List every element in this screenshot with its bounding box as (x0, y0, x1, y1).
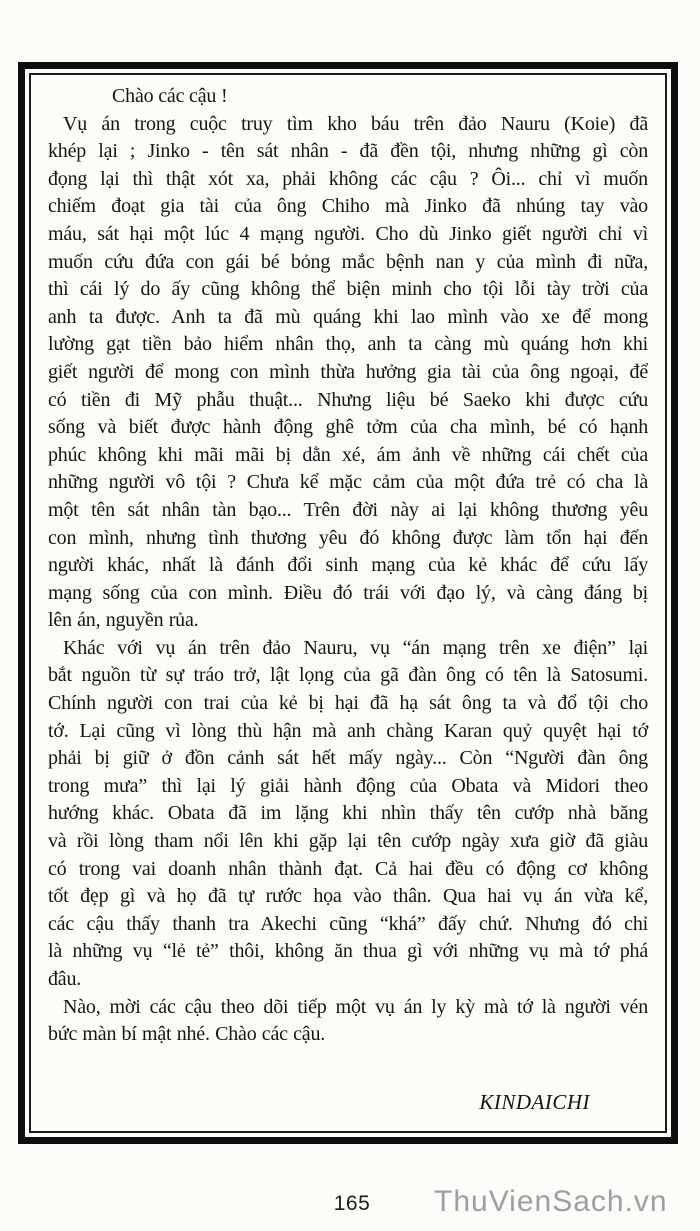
text-line: đọng lại thì thật xót xa, phải không các cậu ? Ôi... chỉ vì muốn (48, 167, 648, 190)
page-number: 165 (333, 1192, 371, 1215)
text-line: mạng sống của con mình. Điều đó trái với đạo lý, và càng đáng bị (48, 581, 648, 604)
text-line: những người vô tội ? Chưa kể mặc cảm của một đứa trẻ có cha là (48, 471, 648, 494)
text-line: lên án, nguyền rủa. (48, 609, 199, 632)
text-line: Nào, mời các cậu theo dõi tiếp một vụ án ly kỳ mà tớ là người vén (63, 995, 648, 1018)
text-line: con mình, nhưng tình thương yêu đó không được làm tổn hại đến (48, 526, 648, 549)
letter-greeting: Chào các cậu ! (112, 85, 228, 107)
watermark-thuviensach: ThuVienSach.vn (434, 1185, 668, 1218)
text-line: khép lại ; Jinko - tên sát nhân - đã đền tội, nhưng những gì còn (48, 140, 648, 163)
text-line: bức màn bí mật nhé. Chào các cậu. (48, 1023, 326, 1046)
signature-kindaichi: KINDAICHI (479, 1089, 590, 1114)
text-line: thì cái lý do ấy cũng không thể biện minh cho tội lỗi tày trời của (48, 278, 648, 301)
text-line: chiếm đoạt gia tài của ông Chiho mà Jinko đã nhúng tay vào (48, 195, 648, 218)
text-line: có trong vai doanh nhân thành đạt. Cả hai đều có động cơ không (48, 857, 648, 880)
letter-paragraphs (48, 111, 648, 1049)
text-line: muốn cứu đứa con gái bé bỏng mắc bệnh nan y của mình đi nữa, (48, 250, 648, 273)
letter-text-block (48, 83, 648, 1116)
text-line: Khác với vụ án trên đảo Nauru, vụ “án mạng trên xe điện” lại (63, 636, 648, 659)
text-line: tớ. Lại cũng vì lòng thù hận mà anh chàng Karan quỷ quyệt hại tớ (48, 719, 648, 742)
text-line: lường gạt tiền bảo hiểm nhân thọ, anh ta càng mù quáng hơn khi (48, 333, 648, 356)
text-line: các cậu thấy thanh tra Akechi cũng “khá” đấy chứ. Nhưng đó chỉ (48, 912, 648, 935)
text-line: tốt đẹp gì và họ đã tự rước họa vào thân. Qua hai vụ án vừa kể, (48, 885, 648, 908)
text-line: phải bị giữ ở đồn cảnh sát hết mấy ngày... Còn “Người đàn ông (48, 747, 648, 770)
text-line: có tiền đi Mỹ phẫu thuật... Nhưng liệu bé Saeko khi được cứu (48, 388, 648, 411)
text-line: trong mưa” thì lại lý giải hành động của Obata và Midori theo (48, 774, 648, 797)
text-line: sống và biết được hành động ghê tởm của cha mình, bé có hạnh (48, 416, 648, 439)
text-line: bắt nguồn từ sự tráo trở, lật lọng của gã đàn ông có tên là Satosumi. (48, 664, 648, 687)
text-line: giết người để mong con mình thừa hưởng gia tài của ông ngoại, để (48, 360, 648, 383)
text-line: là những vụ “lẻ tẻ” thôi, không ăn thua gì với những vụ mà tớ phá (48, 940, 648, 963)
text-line: phúc không khi mãi mãi bị dằn xé, ám ảnh về những cái chết của (48, 443, 648, 466)
text-line: và rồi lòng tham nổi lên khi gặp lại tên cướp ngày xưa giờ đã giàu (48, 830, 648, 853)
text-line: máu, sát hại một lúc 4 mạng người. Cho dù Jinko giết người chỉ vì (48, 222, 648, 245)
text-line: hướng khác. Obata đã im lặng khi nhìn thấy tên cướp nhà băng (48, 802, 648, 825)
text-line: Chính người con trai của kẻ bị hại đã hạ sát ông ta và đổ tội cho (48, 692, 648, 715)
text-line: đâu. (48, 968, 82, 990)
text-line: Vụ án trong cuộc truy tìm kho báu trên đảo Nauru (Koie) đã (63, 112, 648, 135)
text-line: anh ta được. Anh ta đã mù quáng khi lao mình vào xe để mong (48, 305, 648, 328)
text-line: người khác, nhất là đánh đổi sinh mạng của kẻ khác để cứu lấy (48, 554, 648, 577)
text-line: một tên sát nhân tàn bạo... Trên đời này ai lại không thương yêu (48, 498, 648, 521)
